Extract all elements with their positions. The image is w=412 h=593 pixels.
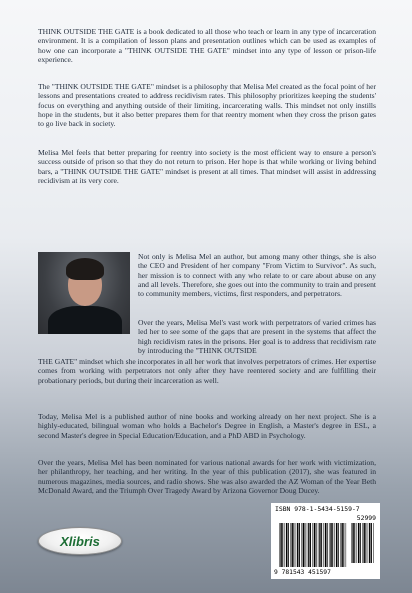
publisher-logo-text: Xlibris: [60, 533, 100, 549]
barcode-block: [271, 503, 380, 579]
publisher-logo: [38, 527, 122, 555]
price-barcode-bars: [351, 523, 375, 563]
isbn-label: ISBN 978-1-5434-5159-7: [275, 505, 360, 513]
barcode-number: 9 781543 451597: [274, 569, 331, 576]
price-code: 52999: [356, 514, 376, 522]
mindset-paragraph: The "THINK OUTSIDE THE GATE" mindset is a philosophy that Melisa Mel created as the focal point of her lessons and presentations created to address recidivism rates. This philosophy prioritizes keeping the students' focus on everything and anything outside of their limiting, incarcerating walls. This mindset not only instills hope in the students, but it also better prepares them for that reentry moment when they cross the prison gates to go live back in society.: [38, 82, 376, 129]
awards-paragraph: Over the years, Melisa Mel has been nominated for various national awards for her work with victimization, her philanthropy, her teaching, and her writing. In the year of this publication (2017), she was featured in numerous magazines, media sources, and radio shows. She was also awarded the AZ Woman of the Year Beth McDonald Award, and the Triumph Over Tragedy Award by Arizona Governor Doug Ducey.: [38, 458, 376, 495]
author-photo: [38, 252, 130, 334]
reentry-paragraph: Melisa Mel feels that better preparing for reentry into society is the most efficient way to ensure a person's success outside of prison so that they do not return to prison. Her hope is that while working or living behind bars, a "THINK OUTSIDE THE GATE" mindset is present at all times. That mindset will assist in addressing recidivism at its very core.: [38, 148, 376, 185]
work-paragraph-end: THE GATE" mindset which she incorporates in all her work that involves perpetrators of crimes. Her expertise comes from working with perpetrators not only after they have reentered society and are fulfilling their probationary periods, but during their incarceration as well.: [38, 357, 376, 385]
barcode-bars: [279, 523, 347, 567]
intro-paragraph: THINK OUTSIDE THE GATE is a book dedicated to all those who teach or learn in any type of incarceration environment. It is a compilation of lesson plans and presentation outlines which can be used as examples of how one can incorporate a "THINK OUTSIDE THE GATE" mindset into any type of lesson or prison-life experience.: [38, 27, 376, 64]
education-paragraph: Today, Melisa Mel is a published author of nine books and working already on her next project. She is a highly-educated, bilingual woman who holds a Bachelor's Degree in English, a Master's degree in ESL, a second Master's degree in Special Education/Education, and a PhD ABD in Psychology.: [38, 412, 376, 440]
work-paragraph-start: Over the years, Melisa Mel's vast work with perpetrators of varied crimes has led her to see some of the gaps that are present in the systems that affect the high recidivism rates in the prisons. Her goal is to address that recidivism rate by introducing the "THINK OUTSIDE: [138, 318, 376, 355]
author-bio-paragraph: Not only is Melisa Mel an author, but among many other things, she is also the CEO and President of her company "From Victim to Survivor". As such, her mission is to connect with any who relate to or care about abuse on any and all levels. Therefore, she goes out into the community to train and present to community members, victims, first responders, and perpetrators.: [138, 252, 376, 299]
